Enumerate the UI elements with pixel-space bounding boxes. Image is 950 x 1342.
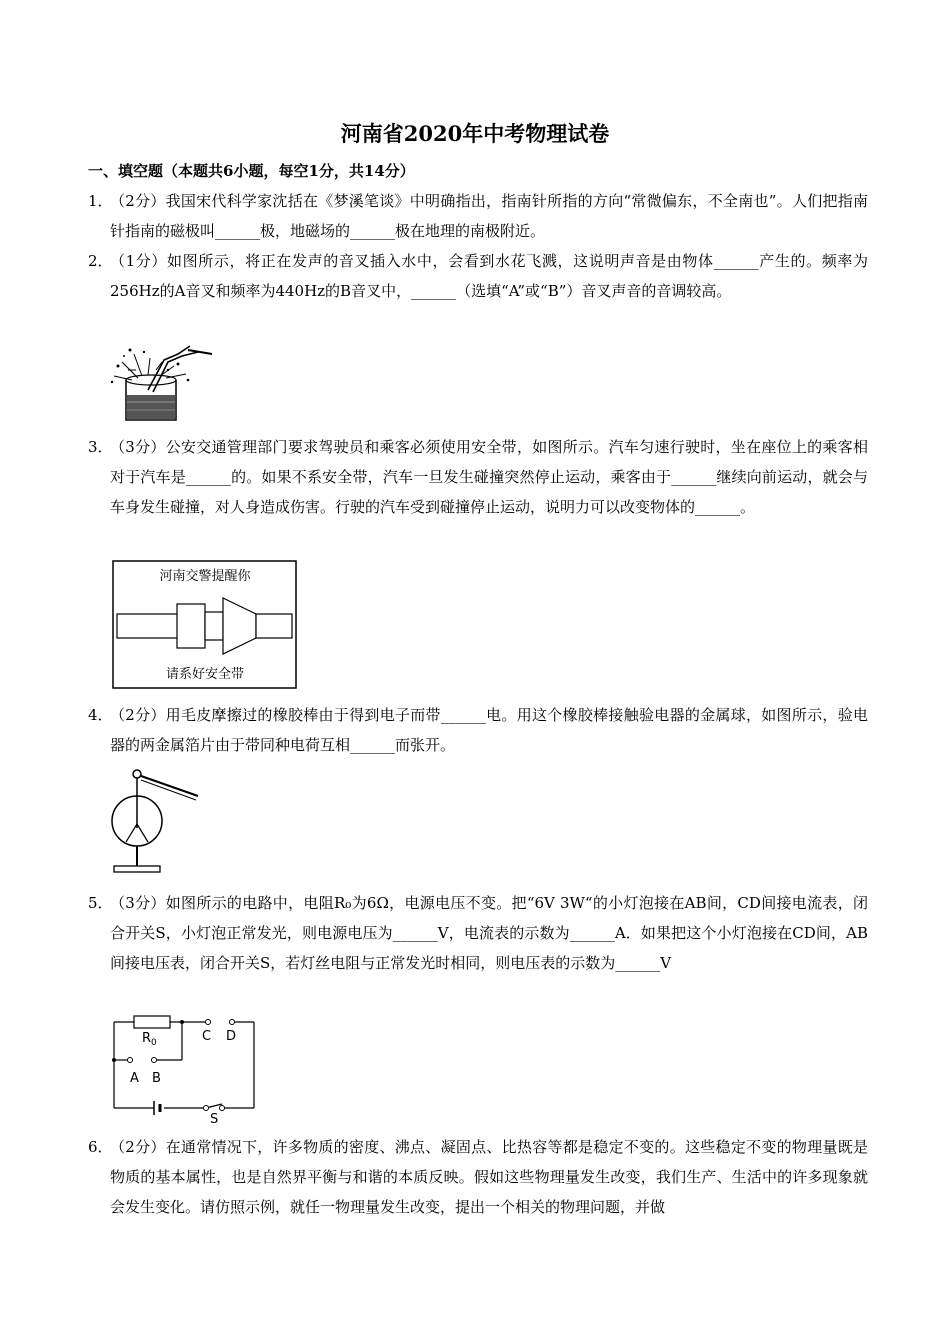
question-text: （1分）如图所示，将正在发声的音叉插入水中，会看到水花飞溅，这说明声音是由物体______产生的。频率为256Hz的A音叉和频率为440Hz的B音叉中，______（选填“A”或“B”）音叉声音的音调较高。 (110, 252, 868, 300)
question-5 (88, 888, 868, 978)
switch-s-label: S (210, 1112, 219, 1124)
question-text: （3分）公安交通管理部门要求驾驶员和乘客必须使用安全带，如图所示。汽车匀速行驶时，坐在座位上的乘客相对于汽车是______的。如果不系安全带，汽车一旦发生碰撞突然停止运动，乘客由于______继续向前运动，就会与车身发生碰撞，对人身造成伤害。行驶的汽车受到碰撞停止运动，说明力可以改变物体的______。 (110, 438, 868, 516)
question-3 (88, 432, 868, 522)
circuit-figure (108, 1012, 258, 1124)
question-number: 2． (88, 252, 113, 270)
poster-top-text: 河南交警提醒你 (159, 569, 251, 584)
r0-label: $R_0$ (142, 1031, 157, 1048)
seatbelt-poster-figure (112, 560, 298, 690)
question-number: 5． (88, 894, 113, 912)
terminal-d-label: D (226, 1029, 237, 1044)
question-6 (88, 1132, 868, 1222)
electroscope-figure (108, 766, 204, 878)
question-text: （3分）如图所示的电路中，电阻R₀为6Ω，电源电压不变。把“6V 3W“的小灯泡接在AB间，CD间接电流表，闭合开关S，小灯泡正常发光，则电源电压为______V，电流表的示数为______A．如果把这个小灯泡接在CD间，AB间接电压表，闭合开关S，若灯丝电阻与正常发光时相同，则电压表的示数为______V (110, 894, 868, 972)
question-text: （2分）用毛皮摩擦过的橡胶棒由于得到电子而带______电。用这个橡胶棒接触验电器的金属球，如图所示，验电器的两金属箔片由于带同种电荷互相______而张开。 (110, 706, 868, 754)
question-2 (88, 246, 868, 306)
poster-bottom-text: 请系好安全带 (165, 667, 245, 682)
section-heading: 一、填空题（本题共6小题，每空1分，共14分） (88, 162, 415, 180)
tuning-fork-figure (108, 340, 218, 425)
question-4 (88, 700, 868, 760)
terminal-b-label: B (152, 1071, 161, 1086)
terminal-c-label: C (202, 1029, 212, 1044)
terminal-a-label: A (130, 1071, 139, 1086)
question-1 (88, 186, 868, 246)
exam-title: 河南省2020年中考物理试卷 (340, 121, 610, 146)
question-text: （2分）我国宋代科学家沈括在《梦溪笔谈》中明确指出，指南针所指的方向“常微偏东，不全南也”。人们把指南针指南的磁极叫______极，地磁场的______极在地理的南极附近。 (110, 192, 868, 240)
question-number: 6． (88, 1138, 113, 1156)
question-number: 4． (88, 706, 113, 724)
question-text: （2分）在通常情况下，许多物质的密度、沸点、凝固点、比热容等都是稳定不变的。这些稳定不变的物理量既是物质的基本属性，也是自然界平衡与和谐的本质反映。假如这些物理量发生改变，我们生产、生活中的许多现象就会发生变化。请仿照示例，就任一物理量发生改变，提出一个相关的物理问题，并做 (110, 1138, 868, 1216)
question-number: 3． (88, 438, 113, 456)
question-number: 1． (88, 192, 113, 210)
